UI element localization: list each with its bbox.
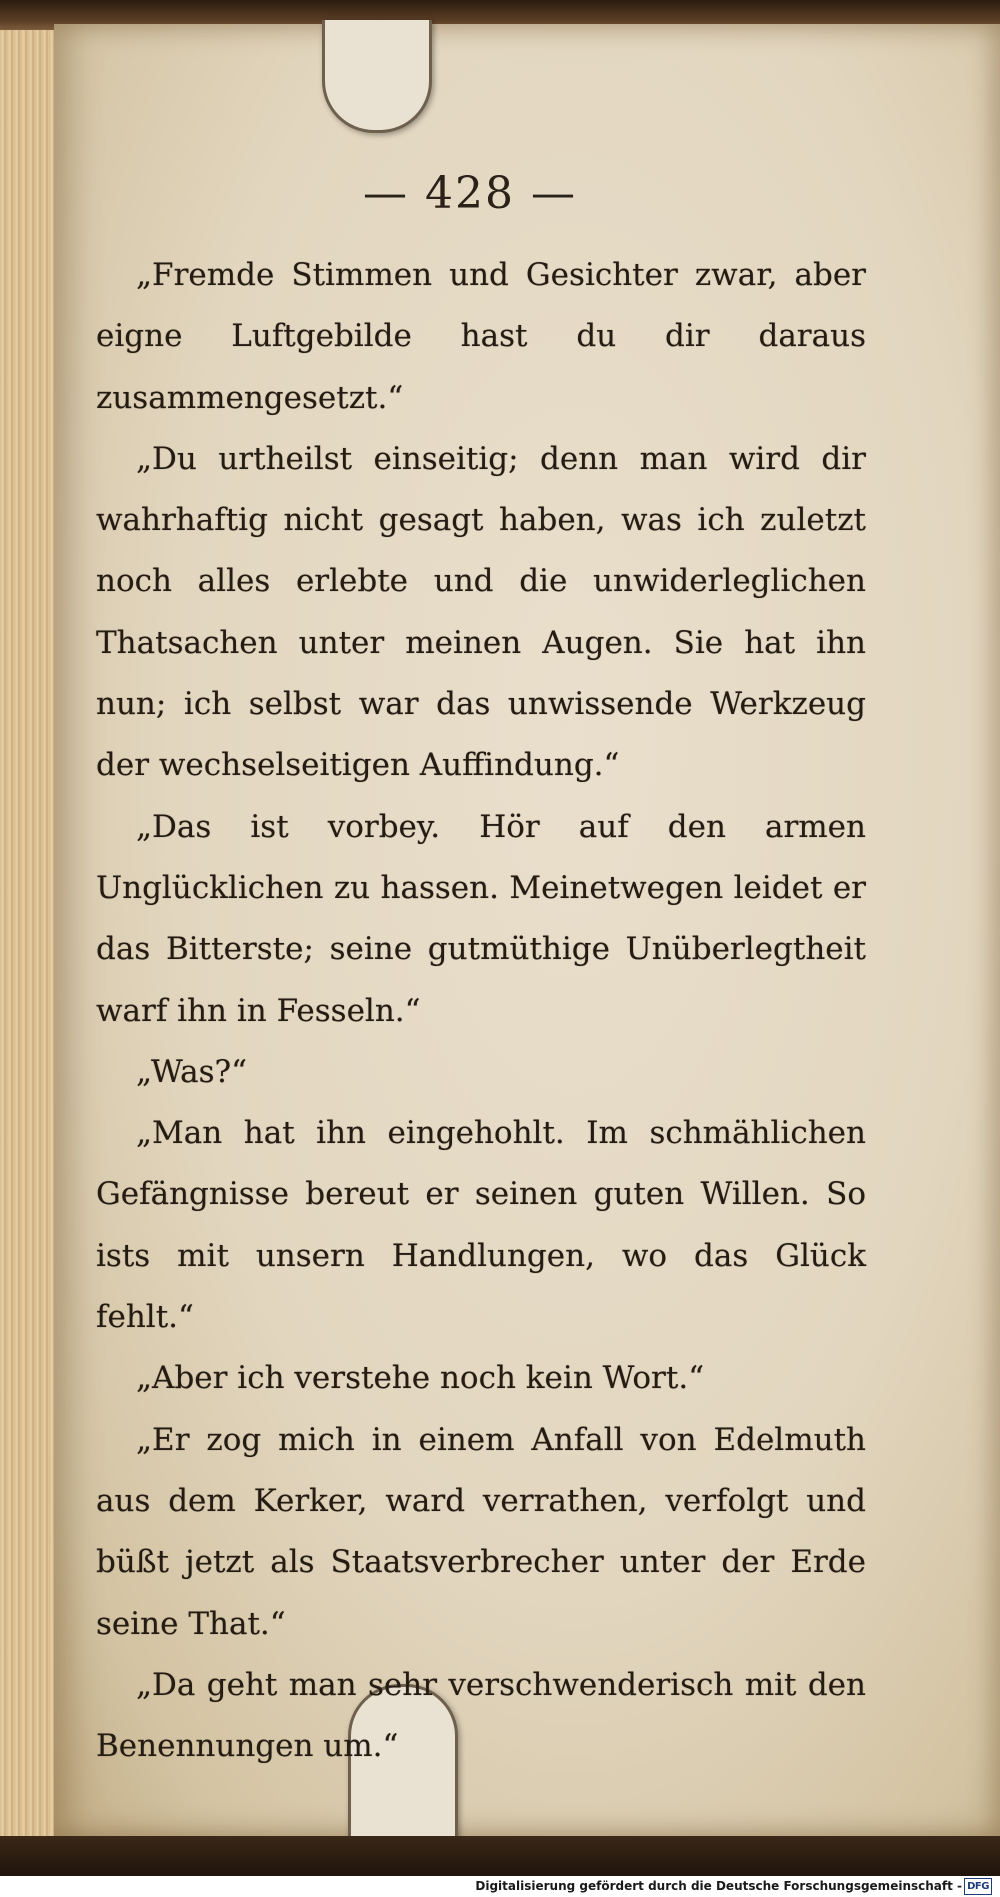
funding-credit: Digitalisierung gefördert durch die Deutsche Forschungsgemeinschaft - <box>475 1879 962 1893</box>
dfg-logo-icon: DFG <box>964 1878 992 1895</box>
paragraph: „Du urtheilst einseitig; denn man wird dir wahrhaftig nicht gesagt haben, was ich zuletzt noch alles erlebte und die unwiderleglichen Thatsachen unter meinen Augen. Sie hat ihn nun; ich selbst war das unwissende Werkzeug der wechselseitigen Auffindung.“ <box>96 440 866 784</box>
paragraph: „Was?“ <box>136 1053 247 1090</box>
paragraph: „Er zog mich in einem Anfall von Edelmuth aus dem Kerker, ward verrathen, verfolgt und büßt jetzt als Staatsverbrecher unter der Erde seine That.“ <box>96 1421 866 1642</box>
paragraph: „Aber ich verstehe noch kein Wort.“ <box>136 1360 705 1397</box>
paragraph: „Man hat ihn eingehohlt. Im schmählichen Gefängnisse bereut er seinen guten Willen. So ists mit unsern Handlungen, wo das Glück fehlt.“ <box>96 1115 866 1336</box>
page-number: — 428 — <box>363 168 577 219</box>
page-body-text <box>96 245 866 1777</box>
book-bottom-edge <box>0 1836 1000 1876</box>
paragraph: „Das ist vorbey. Hör auf den armen Unglücklichen zu hassen. Meinetwegen leidet er das Bitterste; seine gutmüthige Unüberlegtheit warf ihn in Fesseln.“ <box>96 808 866 1029</box>
paragraph: „Fremde Stimmen und Gesichter zwar, aber eigne Luftgebilde hast du dir daraus zusammengesetzt.“ <box>96 257 866 416</box>
page-tab-top <box>322 20 432 133</box>
paragraph: „Da geht man sehr verschwenderisch mit den Benennungen um.“ <box>96 1666 866 1765</box>
page-stack-edge <box>0 30 58 1860</box>
